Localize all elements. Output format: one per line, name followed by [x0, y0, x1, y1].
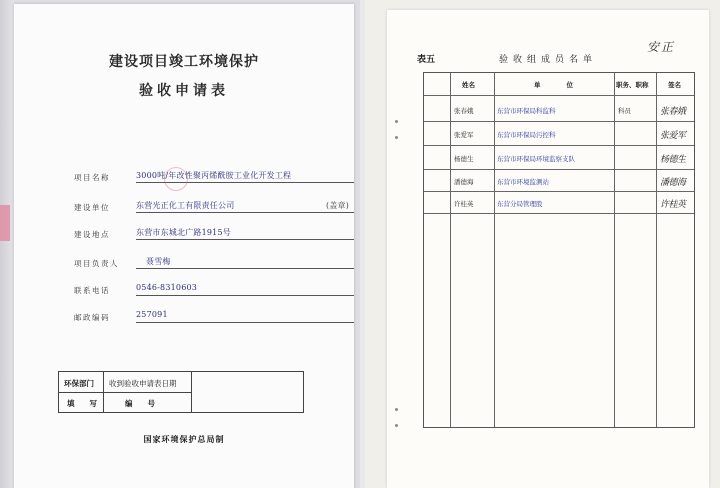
table-row-line	[424, 191, 694, 192]
application-form-page	[14, 4, 354, 488]
box-fill-label: 填 写	[67, 399, 97, 408]
pink-tab-marker	[0, 205, 10, 241]
member-unit: 东营市环境监测站	[497, 178, 549, 186]
header-unit: 单 位	[534, 81, 573, 89]
table-row-line	[424, 145, 694, 146]
binding-hole	[395, 408, 398, 411]
corner-handwritten-note: 安正	[647, 40, 676, 54]
field-value	[136, 200, 354, 213]
field-label: 联系电话	[74, 286, 110, 295]
form-title-line1: 建设项目竣工环境保护	[109, 54, 259, 70]
form-title-line2: 验收申请表	[139, 83, 229, 99]
field-value-text: 东营光正化工有限责任公司	[136, 201, 235, 210]
field-label: 邮政编码	[74, 313, 110, 322]
table-row-line	[424, 95, 694, 96]
table-number: 表五	[417, 55, 436, 65]
issuing-authority: 国家环境保护总局制	[143, 434, 225, 444]
field-value: 257091	[136, 310, 354, 323]
field-label: 建设地点	[74, 230, 110, 239]
box-divider	[59, 392, 191, 393]
table-title: 验收组成员名单	[499, 55, 598, 65]
field-value: 0546-8310603	[136, 283, 354, 296]
member-unit: 东营市环保局环境监察支队	[497, 155, 575, 163]
member-title: 科员	[618, 107, 631, 115]
box-number-label: 编 号	[125, 399, 155, 408]
table-column-line	[614, 73, 615, 427]
header-name: 姓名	[462, 81, 475, 89]
member-unit: 东营市环保局污控科	[497, 131, 556, 139]
member-table	[423, 72, 695, 428]
field-label: 建设单位	[74, 203, 110, 212]
member-signature: 潘德海	[660, 178, 686, 188]
field-label: 项目名称	[74, 173, 110, 182]
field-value: 聂雪梅	[136, 256, 354, 269]
box-date-label: 收到验收申请表日期	[109, 379, 177, 388]
member-name: 许桂英	[454, 200, 474, 208]
member-name: 潘德海	[454, 178, 474, 186]
member-name: 张春娥	[454, 107, 474, 115]
member-signature: 杨德生	[660, 155, 686, 165]
env-dept-box	[58, 371, 304, 413]
table-column-line	[656, 73, 657, 427]
member-signature: 张爱军	[660, 131, 686, 141]
table-row-line	[424, 213, 694, 214]
member-unit: 东营分局管理股	[497, 200, 543, 208]
header-title: 职务、职称	[616, 81, 649, 89]
member-signature: 张春娥	[660, 107, 686, 117]
right-document-photo	[365, 0, 720, 488]
binding-hole	[395, 424, 398, 427]
member-unit: 东营市环保局科监科	[497, 107, 556, 115]
member-name: 杨德生	[454, 155, 474, 163]
page-stack-edge	[0, 0, 14, 488]
field-value: 东营市东城北广路1915号	[136, 227, 354, 240]
seal-note: (盖章)	[326, 201, 350, 210]
binding-hole	[395, 136, 398, 139]
member-name: 张爱军	[454, 131, 474, 139]
member-list-page	[387, 10, 709, 488]
table-row-line	[424, 121, 694, 122]
table-column-line	[494, 73, 495, 427]
field-value: 3000吨/年改性聚丙烯酰胺工业化开发工程	[136, 170, 354, 183]
binding-hole	[395, 120, 398, 123]
table-column-line	[450, 73, 451, 427]
box-divider	[191, 372, 192, 412]
box-dept-label: 环保部门	[64, 379, 94, 388]
table-row-line	[424, 169, 694, 170]
header-signature: 签名	[668, 81, 681, 89]
red-stamp-mark	[164, 167, 188, 191]
member-signature: 许桂英	[660, 200, 686, 210]
field-label: 项目负责人	[74, 259, 119, 268]
